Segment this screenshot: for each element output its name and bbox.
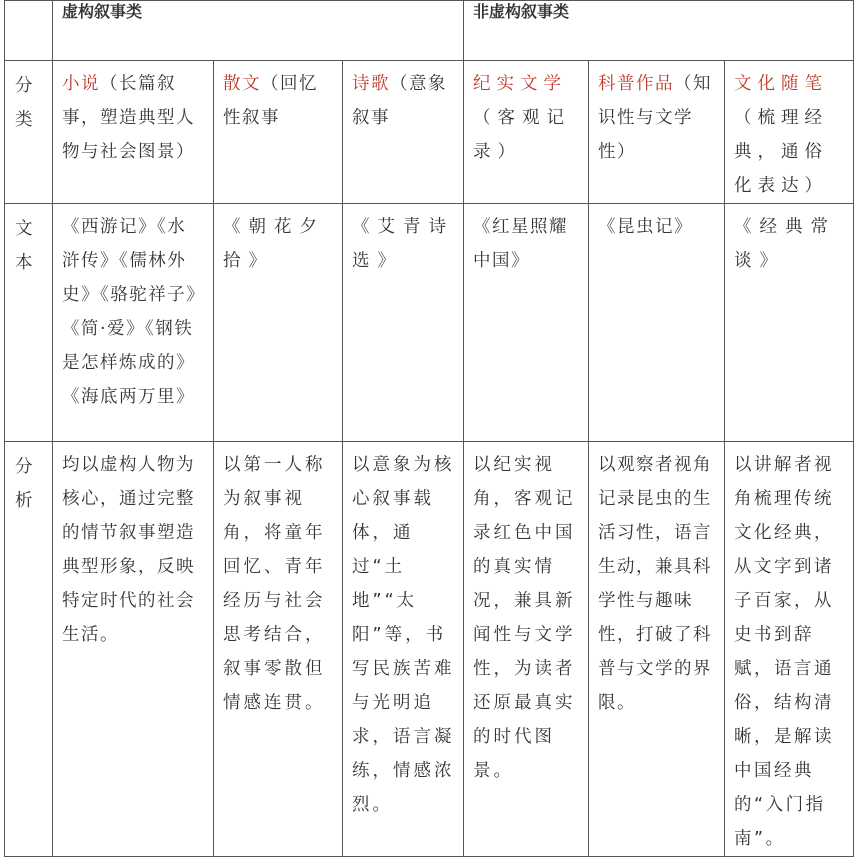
analysis-cell: 以讲解者视角梳理传统文化经典，从文字到诸子百家，从史书到辞赋，语言通俗，结构清晰，是解读中国经典的“入门指南”。 (725, 442, 854, 857)
text-cell: 《经典常谈》 (725, 204, 854, 442)
text-cell: 《朝花夕拾》 (214, 204, 343, 442)
category-documentary (464, 61, 589, 204)
analysis-cell: 以第一人称为叙事视角，将童年回忆、青年经历与社会思考结合，叙事零散但情感连贯。 (214, 442, 343, 857)
analysis-row (5, 442, 854, 857)
nonfiction-header: 非虚构叙事类 (464, 1, 854, 61)
category-row (5, 61, 854, 204)
text-cell: 《西游记》《水浒传》《儒林外史》《骆驼祥子》《简·爱》《钢铁是怎样炼成的》《海底两万里》 (53, 204, 214, 442)
category-cultural-essay (725, 61, 854, 204)
category-name: 科普作品 (598, 74, 674, 94)
category-desc: （客观记录） (473, 108, 571, 162)
text-cell: 《昆虫记》 (589, 204, 725, 442)
category-desc: （梳理经典，通俗化表达） (734, 108, 828, 196)
row-label-analysis: 分析 (5, 442, 53, 857)
analysis-cell: 以观察者视角记录昆虫的生活习性，语言生动，兼具科学性与趣味性，打破了科普与文学的界限。 (589, 442, 725, 857)
category-popular-science (589, 61, 725, 204)
text-cell: 《艾青诗选》 (343, 204, 464, 442)
text-cell: 《红星照耀中国》 (464, 204, 589, 442)
category-desc: （长篇叙事，塑造典型人物与社会图景） (62, 74, 195, 162)
corner-cell (5, 1, 53, 61)
category-novel (53, 61, 214, 204)
header-row (5, 1, 854, 61)
row-label-text: 文本 (5, 204, 53, 442)
category-name: 纪实文学 (473, 74, 567, 94)
text-row (5, 204, 854, 442)
fiction-header: 虚构叙事类 (53, 1, 464, 61)
category-name: 文化随笔 (734, 74, 828, 94)
category-name: 诗歌 (352, 74, 390, 94)
row-label-category: 分类 (5, 61, 53, 204)
category-desc: （回忆性叙事 (223, 74, 318, 128)
analysis-cell: 均以虚构人物为核心，通过完整的情节叙事塑造典型形象，反映特定时代的社会生活。 (53, 442, 214, 857)
analysis-cell: 以意象为核心叙事载体，通过“土地”“太阳”等，书写民族苦难与光明追求，语言凝练，情感浓烈。 (343, 442, 464, 857)
category-name: 小说 (62, 74, 100, 94)
analysis-cell: 以纪实视角，客观记录红色中国的真实情况，兼具新闻性与文学性，为读者还原最真实的时代图景。 (464, 442, 589, 857)
category-name: 散文 (223, 74, 261, 94)
category-prose (214, 61, 343, 204)
category-poetry (343, 61, 464, 204)
category-desc: （知识性与文学性） (598, 74, 712, 162)
category-desc: （意象叙事 (352, 74, 447, 128)
reading-comparison-table (4, 0, 854, 857)
